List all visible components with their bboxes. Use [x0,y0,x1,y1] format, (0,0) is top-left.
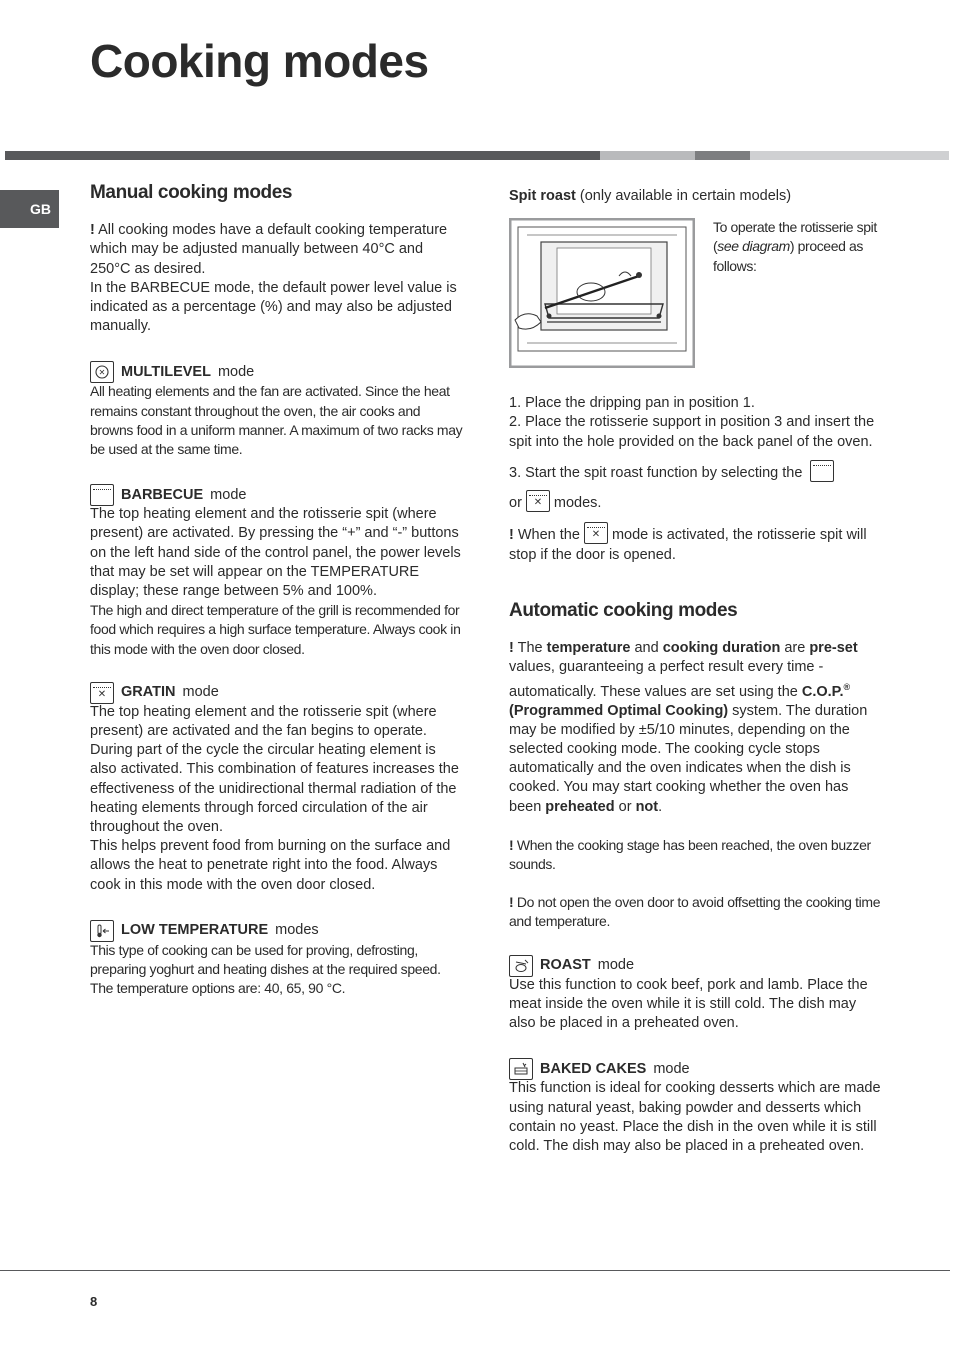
mode-suffix: mode [217,363,255,380]
manual-intro [90,221,464,279]
spit-roast-availability: (only available in certain models) [575,188,792,204]
auto-text: or [614,798,636,815]
header-rule-dark [5,151,600,160]
mode-suffix: mode [182,684,219,701]
spit-roast-heading [509,187,883,206]
auto-bold: pre-set [809,640,858,657]
spit-note-text-2: mode is activated, the rotisserie spit will stop if the door is opened. [509,526,867,563]
spit-step-3-cont [509,492,883,514]
spit-step-1: 1. Place the dripping pan in position 1. [509,395,755,412]
gratin-fan-grill-icon: ✕ [584,522,608,544]
automatic-intro [509,639,883,817]
mode-heading-baked-cakes [509,1059,883,1079]
manual-modes-heading: Manual cooking modes [90,182,293,203]
step-3-modes: modes. [553,494,602,511]
mode-description-barbecue-2: The high and direct temperature of the grill is recommended for food which requires a high surface temperature. Always cook in this mode with the oven door closed. [90,602,461,657]
footer-rule [0,1270,950,1271]
spit-door-note [509,524,883,565]
auto-text: are [780,640,810,657]
mode-name: MULTILEVEL [121,363,211,380]
roast-icon [509,955,533,977]
caption-text-1: To operate the rotisserie spit ( [713,219,877,255]
header-rule-pale [750,151,949,160]
mode-name: ROAST [540,957,591,974]
warning-mark: ! [509,640,514,657]
warning-mark: ! [509,836,514,853]
spit-and-automatic-column [509,183,883,1156]
multilevel-fan-icon [90,361,114,383]
mode-heading-roast [509,956,883,976]
mode-heading-low-temperature [90,921,464,941]
language-tab: GB [0,190,59,228]
spit-roast-caption [713,218,883,368]
step-3-text: 3. Start the spit roast function by selecting the [509,464,803,481]
mode-description-gratin-1: The top heating element and the rotisserie spit (where present) are activated and the fan begins to operate. During part of the cycle the circular heating element is also activated. This combination of features increases the effectiveness of the unidirectional thermal radiation of the heating elements through forced circulation of the air throughout the oven. [90,703,459,836]
buzzer-note-text: When the cooking stage has been reached, the oven buzzer sounds. [509,836,871,873]
gratin-fan-grill-icon: ✕ [526,490,550,512]
svg-text:✕: ✕ [98,368,106,378]
mode-suffix: mode [210,486,247,503]
page-title: Cooking modes [90,35,429,87]
auto-text: values, guaranteeing a perfect result every time - automatically. These values are set using the [509,659,824,700]
mode-heading-gratin [90,683,464,703]
mode-suffix: modes [275,922,319,939]
caption-see-diagram: see diagram [717,238,790,255]
auto-text: The [513,640,547,657]
door-note-text: Do not open the oven door to avoid offsetting the cooking time and temperature. [509,894,881,930]
mode-description-gratin-2: This helps prevent food from burning on the surface and allows the heat to penetrate right into the food. Always cook in this mode with the oven door closed. [90,838,451,893]
manual-intro-barbecue: In the BARBECUE mode, the default power level value is indicated as a percentage (%) and may also be adjusted manually. [90,279,457,335]
auto-bold: cooking duration [662,640,781,657]
spit-step-3 [509,462,883,484]
mode-name: BARBECUE [121,486,204,503]
mode-description-baked-cakes: This function is ideal for cooking desserts which are made using natural yeast, baking powder and desserts which contain no yeast. Place the dish in the oven while it is still cold. The dish may also be placed in a preheated oven. [509,1080,881,1154]
buzzer-note [509,836,883,874]
automatic-modes-heading: Automatic cooking modes [509,600,738,622]
mode-suffix: mode [597,957,635,974]
mode-suffix: mode [653,1060,690,1077]
warning-mark: ! [509,894,514,911]
auto-bold: C.O.P. [801,683,844,700]
warning-mark: ! [509,526,514,543]
mode-heading-barbecue [90,485,464,505]
mode-description-barbecue-1: The top heating element and the rotisserie spit (where present) are activated. By pressing the “+” and “-” buttons on the left hand side of the control panel, the power levels that may be set will appear on the TEMPERATURE display; these range between 5% and 100%. [90,506,461,600]
mode-heading-multilevel [90,362,464,382]
mode-description-roast: Use this function to cook beef, pork and lamb. Place the meat inside the oven while it is still cold. The dish may also be placed in a preheated oven. [509,976,868,1032]
page-number: 8 [90,1294,98,1309]
manual-intro-text-1: All cooking modes have a default cooking temperature which may be adjusted manually between 40°C and 250°C as desired. [90,222,448,277]
spit-roast-title: Spit roast [509,188,576,204]
mode-name: LOW TEMPERATURE [121,922,269,939]
warning-mark: ! [90,222,95,239]
mode-description-low-temperature: This type of cooking can be used for proving, defrosting, preparing yoghurt and heating dishes at the required speed. The temperature options are: 40, 65, 90 °C. [90,941,441,997]
rotisserie-diagram [509,218,695,368]
caption-text-2: ) proceed as follows: [713,238,863,274]
spit-note-text-1: When the [513,526,580,543]
baked-cakes-icon [509,1058,533,1080]
auto-bold: not [635,798,659,815]
spit-roast-figure [509,218,883,368]
mode-name: GRATIN [121,684,176,701]
auto-text: . [658,798,663,815]
auto-text: system. The duration may be modified by ±5/10 minutes, depending on the selected cooking mode. The cooking cycle stops automatically and the oven indicates when the dish is cooked. You may start cooking whether the oven has been [509,702,868,815]
header-rule-light [600,151,695,160]
step-3-or: or [509,494,522,511]
door-note [509,893,883,931]
auto-bold: temperature [546,640,631,657]
spit-step-2: 2. Place the rotisserie support in position 3 and insert the spit into the hole provided on the back panel of the oven. [509,414,875,450]
barbecue-grill-icon [810,460,834,482]
auto-text: and [630,640,663,657]
barbecue-grill-icon [90,484,114,506]
header-rule-mid [695,151,750,160]
mode-name: BAKED CAKES [540,1060,647,1077]
auto-bold: (Programmed Optimal Cooking) [509,702,729,719]
low-temperature-thermometer-icon [90,920,114,942]
registered-mark: ® [843,681,851,692]
auto-bold: preheated [545,798,615,815]
manual-modes-column [90,183,464,999]
gratin-fan-grill-icon: ✕ [90,682,114,704]
mode-description-multilevel: All heating elements and the fan are activated. Since the heat remains constant throughout the oven, the air cooks and browns food in a uniform manner. A maximum of two racks may be used at the same time. [90,383,463,458]
